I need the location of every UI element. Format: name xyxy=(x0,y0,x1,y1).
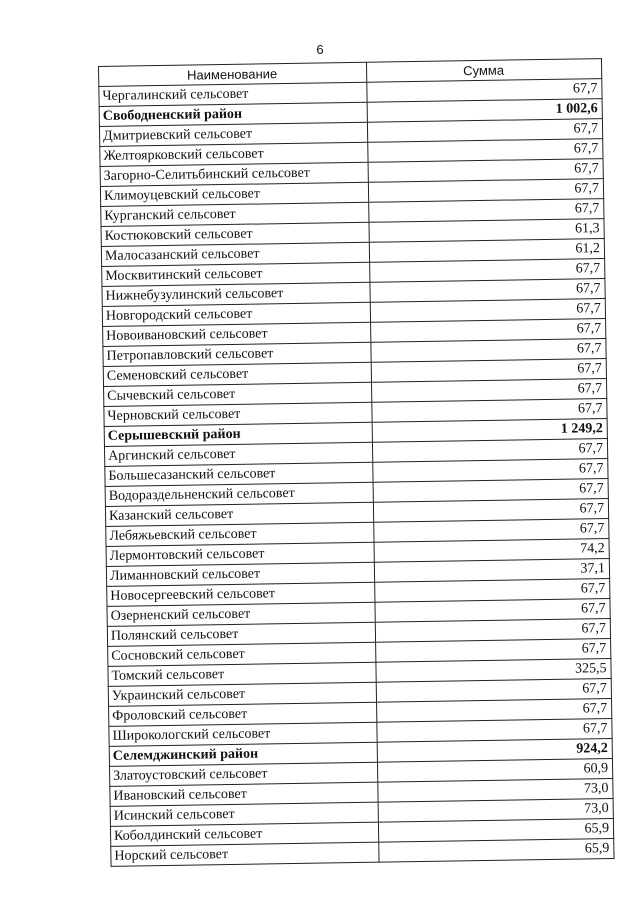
settlement-name: Коболдинский сельсовет xyxy=(110,822,378,846)
settlement-sum: 73,0 xyxy=(378,799,613,823)
settlement-name: Загорно-Селитьбинский сельсовет xyxy=(100,162,368,186)
settlement-sum: 60,9 xyxy=(377,759,612,783)
settlement-name: Широкологский сельсовет xyxy=(109,722,377,746)
settlement-sum: 65,9 xyxy=(378,818,613,842)
settlement-sum: 67,7 xyxy=(367,79,602,103)
settlement-name: Петропавловский сельсовет xyxy=(103,342,371,366)
settlement-name: Большесазанский сельсовет xyxy=(105,462,373,486)
district-sum: 1 002,6 xyxy=(367,99,602,123)
document-sheet xyxy=(98,58,615,867)
settlement-sum: 67,7 xyxy=(375,599,610,623)
allocation-table xyxy=(98,58,615,867)
settlement-sum: 67,7 xyxy=(377,699,612,723)
settlement-sum: 37,1 xyxy=(374,559,609,583)
settlement-sum: 61,2 xyxy=(369,239,604,263)
settlement-sum: 67,7 xyxy=(376,639,611,663)
settlement-sum: 73,0 xyxy=(378,779,613,803)
settlement-sum: 67,7 xyxy=(370,259,605,283)
settlement-name: Климоуцевский сельсовет xyxy=(100,182,368,206)
settlement-name: Сосновский сельсовет xyxy=(108,642,376,666)
settlement-name: Казанский сельсовет xyxy=(105,502,373,526)
district-name: Серышевский район xyxy=(104,422,372,446)
settlement-name: Полянский сельсовет xyxy=(107,622,375,646)
settlement-name: Чергалинский сельсовет xyxy=(99,82,367,106)
settlement-name: Черновский сельсовет xyxy=(104,402,372,426)
settlement-name: Лиманновский сельсовет xyxy=(106,562,374,586)
settlement-sum: 67,7 xyxy=(367,119,602,143)
settlement-name: Курганский сельсовет xyxy=(101,202,369,226)
settlement-name: Лермонтовский сельсовет xyxy=(106,542,374,566)
settlement-sum: 67,7 xyxy=(374,519,609,543)
settlement-sum: 67,7 xyxy=(373,459,608,483)
settlement-name: Новосергеевский сельсовет xyxy=(107,582,375,606)
page-number: 6 xyxy=(316,42,324,57)
settlement-sum: 67,7 xyxy=(370,299,605,323)
settlement-sum: 67,7 xyxy=(372,379,607,403)
header-name: Наименование xyxy=(99,62,367,86)
settlement-sum: 67,7 xyxy=(376,679,611,703)
settlement-name: Новгородский сельсовет xyxy=(102,302,370,326)
settlement-name: Украинский сельсовет xyxy=(108,682,376,706)
district-name: Селемджинский район xyxy=(109,742,377,766)
settlement-sum: 74,2 xyxy=(374,539,609,563)
settlement-name: Исинский сельсовет xyxy=(110,802,378,826)
settlement-name: Нижнебузулинский сельсовет xyxy=(102,282,370,306)
settlement-sum: 67,7 xyxy=(371,339,606,363)
settlement-sum: 67,7 xyxy=(368,159,603,183)
settlement-name: Дмитриевский сельсовет xyxy=(99,122,367,146)
table-body xyxy=(99,79,614,867)
settlement-sum: 65,9 xyxy=(379,838,614,862)
settlement-sum: 325,5 xyxy=(376,659,611,683)
settlement-sum: 67,7 xyxy=(371,359,606,383)
settlement-name: Семеновский сельсовет xyxy=(103,362,371,386)
district-sum: 1 249,2 xyxy=(372,419,607,443)
district-name: Свободненский район xyxy=(99,102,367,126)
settlement-name: Томский сельсовет xyxy=(108,662,376,686)
settlement-name: Аргинский сельсовет xyxy=(104,442,372,466)
settlement-name: Новоивановский сельсовет xyxy=(103,322,371,346)
settlement-name: Костюковский сельсовет xyxy=(101,222,369,246)
settlement-sum: 67,7 xyxy=(373,479,608,503)
settlement-name: Сычевский сельсовет xyxy=(104,382,372,406)
header-sum: Сумма xyxy=(366,59,601,83)
settlement-sum: 67,7 xyxy=(375,619,610,643)
settlement-sum: 67,7 xyxy=(377,719,612,743)
settlement-name: Ивановский сельсовет xyxy=(110,782,378,806)
settlement-sum: 67,7 xyxy=(368,179,603,203)
settlement-name: Москвитинский сельсовет xyxy=(102,262,370,286)
settlement-name: Водораздельненский сельсовет xyxy=(105,482,373,506)
settlement-sum: 67,7 xyxy=(373,499,608,523)
settlement-name: Златоустовский сельсовет xyxy=(110,762,378,786)
settlement-sum: 67,7 xyxy=(372,399,607,423)
settlement-name: Лебяжьевский сельсовет xyxy=(106,522,374,546)
settlement-sum: 67,7 xyxy=(372,439,607,463)
settlement-name: Фроловский сельсовет xyxy=(109,702,377,726)
settlement-sum: 67,7 xyxy=(370,279,605,303)
settlement-sum: 67,7 xyxy=(369,199,604,223)
settlement-sum: 67,7 xyxy=(368,139,603,163)
settlement-name: Желтоярковский сельсовет xyxy=(100,142,368,166)
settlement-name: Малосазанский сельсовет xyxy=(101,242,369,266)
settlement-sum: 67,7 xyxy=(371,319,606,343)
settlement-sum: 67,7 xyxy=(375,579,610,603)
settlement-sum: 61,3 xyxy=(369,219,604,243)
settlement-name: Норский сельсовет xyxy=(111,842,379,866)
settlement-name: Озерненский сельсовет xyxy=(107,602,375,626)
district-sum: 924,2 xyxy=(377,739,612,763)
